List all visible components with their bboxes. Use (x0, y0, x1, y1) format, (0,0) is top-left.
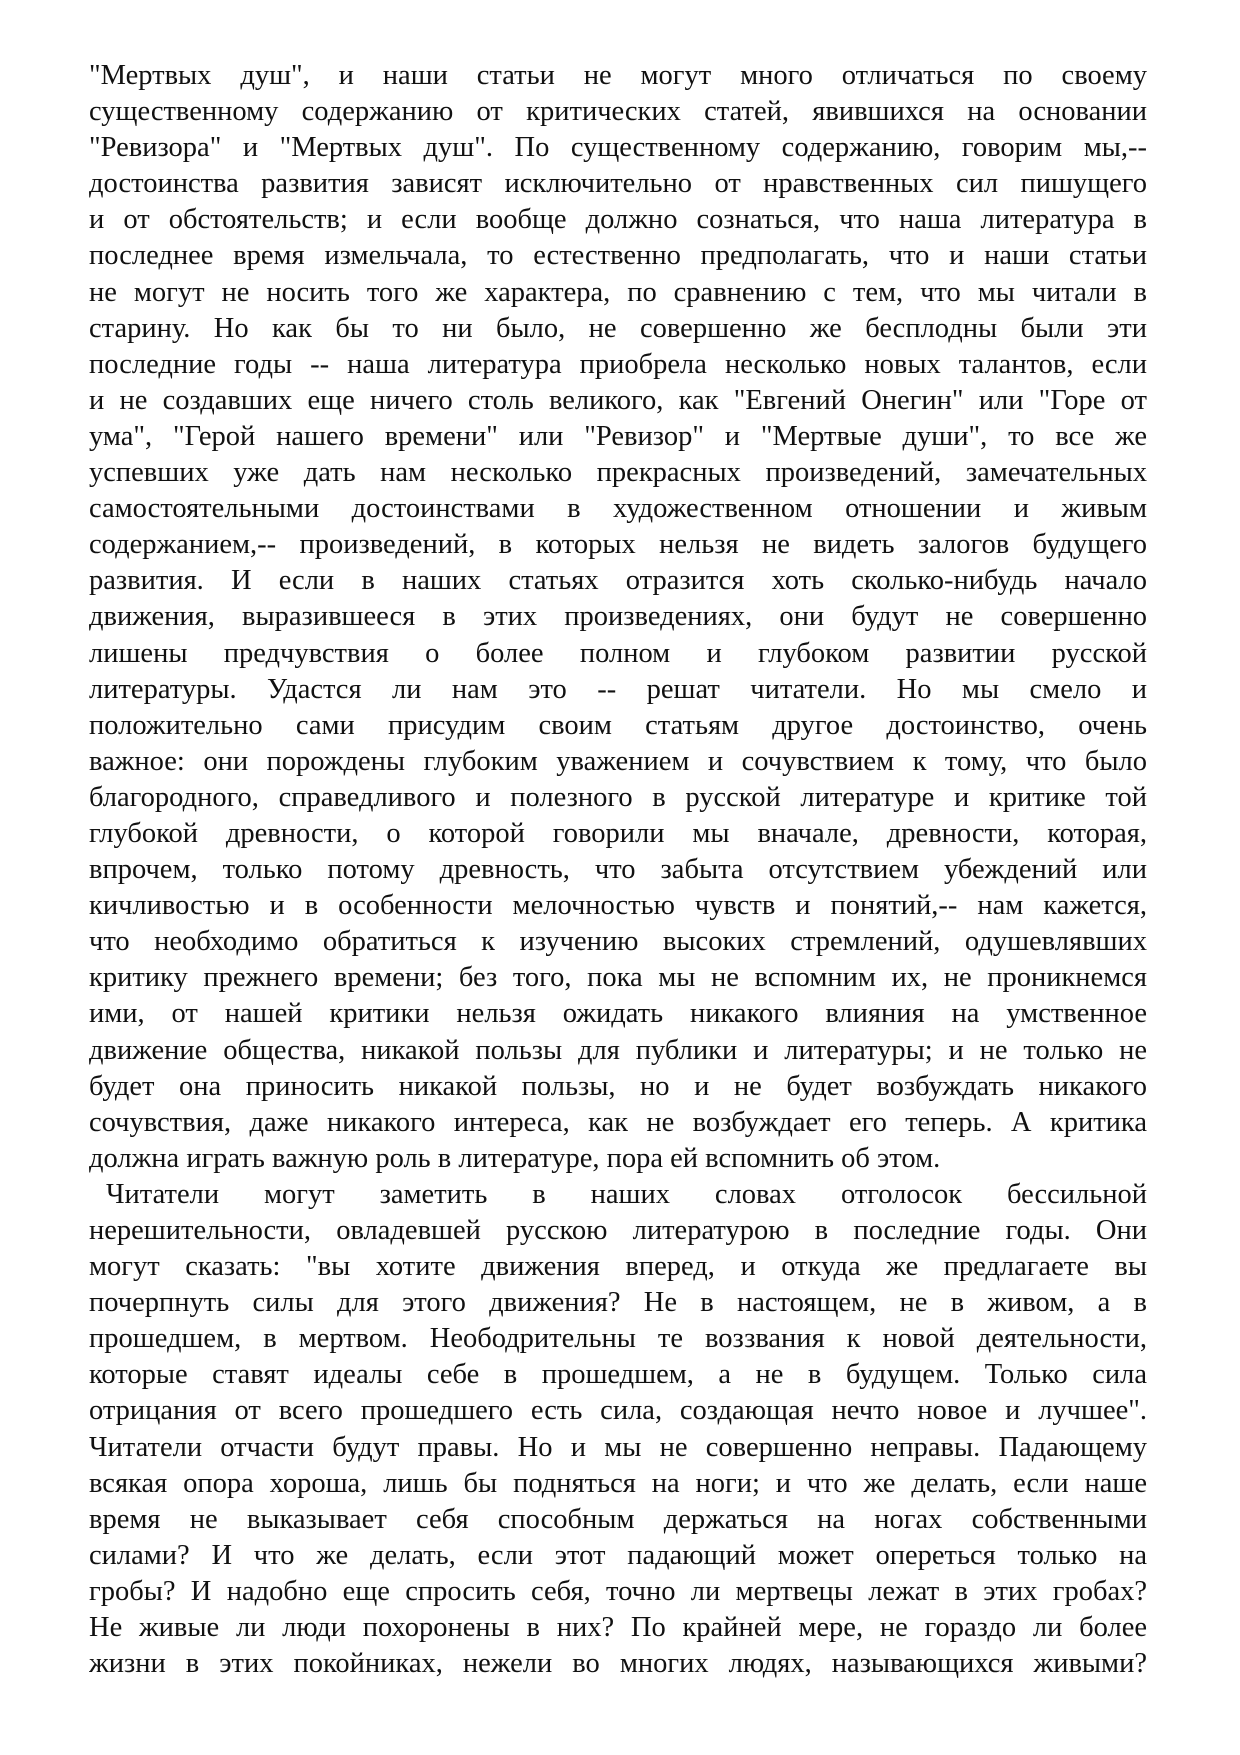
text-line: существенному содержанию от критических статей, явившихся на основании (89, 96, 1147, 128)
text-line: гробы? И надобно еще спросить себя, точно ли мертвецы лежат в этих гробах? (89, 1575, 1147, 1607)
text-line: самостоятельными достоинствами в художественном отношении и живым (89, 493, 1147, 525)
text-line: время не выказывает себя способным держаться на ногах собственными (89, 1503, 1147, 1535)
paragraph-2 (89, 1177, 1147, 1682)
text-line: содержанием,-- произведений, в которых нельзя не видеть залогов будущего (89, 529, 1147, 561)
text-line: жизни в этих покойниках, нежели во многих людях, называющихся живыми? (89, 1648, 1147, 1680)
text-line: впрочем, только потому древность, что забыта отсутствием убеждений или (89, 854, 1147, 886)
text-line: последнее время измельчала, то естественно предполагать, что и наши статьи (89, 240, 1147, 272)
text-line: которые ставят идеалы себе в прошедшем, а не в будущем. Только сила (89, 1359, 1147, 1391)
text-line: критику прежнего времени; без того, пока мы не вспомним их, не проникнемся (89, 962, 1147, 994)
text-line: нерешительности, овладевшей русскою литературою в последние годы. Они (89, 1215, 1147, 1246)
text-line: должна играть важную роль в литературе, пора ей вспомнить об этом. (89, 1142, 941, 1174)
text-line: "Ревизора" и "Мертвых душ". По существенному содержанию, говорим мы,-- (89, 132, 1147, 164)
text-line: не могут не носить того же характера, по сравнению с тем, что мы читали в (89, 276, 1147, 308)
text-line: "Мертвых душ", и наши статьи не могут много отличаться по своему (89, 60, 1147, 91)
text-line: всякая опора хороша, лишь бы подняться на ноги; и что же делать, если наше (89, 1467, 1147, 1499)
text-line: сочувствия, даже никакого интереса, как не возбуждает его теперь. А критика (89, 1106, 1147, 1138)
text-line: будет она приносить никакой пользы, но и не будет возбуждать никакого (89, 1070, 1147, 1102)
document-page (89, 58, 1147, 1682)
text-line: благородного, справедливого и полезного в русской литературе и критике той (89, 781, 1147, 813)
text-line: литературы. Удастся ли нам это -- решат читатели. Но мы смело и (89, 673, 1147, 705)
text-line: почерпнуть силы для этого движения? Не в настоящем, не в живом, а в (89, 1287, 1147, 1319)
text-line: могут сказать: "вы хотите движения вперед, и откуда же предлагаете вы (89, 1251, 1147, 1283)
text-line: силами? И что же делать, если этот падающий может опереться только на (89, 1539, 1147, 1571)
text-line: ума", "Герой нашего времени" или "Ревизор" и "Мертвые души", то все же (89, 420, 1147, 452)
text-line: движение общества, никакой пользы для публики и литературы; и не только не (89, 1034, 1147, 1066)
text-line: положительно сами присудим своим статьям другое достоинство, очень (89, 709, 1147, 741)
text-line: успевших уже дать нам несколько прекрасных произведений, замечательных (89, 457, 1147, 489)
text-line: и не создавших еще ничего столь великого, как "Евгений Онегин" или "Горе от (89, 384, 1147, 416)
text-line: лишены предчувствия о более полном и глубоком развитии русской (89, 637, 1147, 669)
text-line: отрицания от всего прошедшего есть сила, создающая нечто новое и лучшее". (89, 1395, 1147, 1427)
text-line: ими, от нашей критики нельзя ожидать никакого влияния на умственное (89, 998, 1147, 1030)
text-line: старину. Но как бы то ни было, не совершенно же бесплодны были эти (89, 312, 1147, 344)
text-line: Читатели могут заметить в наших словах отголосок бессильной (106, 1178, 1147, 1210)
text-line: и от обстоятельств; и если вообще должно сознаться, что наша литература в (89, 204, 1147, 236)
text-line: что необходимо обратиться к изучению высоких стремлений, одушевлявших (89, 926, 1147, 958)
text-line: кичливостью и в особенности мелочностью чувств и понятий,-- нам кажется, (89, 890, 1147, 922)
text-line: последние годы -- наша литература приобрела несколько новых талантов, если (89, 348, 1147, 380)
text-line: развития. И если в наших статьях отразится хоть сколько-нибудь начало (89, 565, 1147, 597)
text-line: Читатели отчасти будут правы. Но и мы не совершенно неправы. Падающему (89, 1431, 1147, 1463)
text-line: важное: они порождены глубоким уважением и сочувствием к тому, что было (89, 745, 1147, 777)
paragraph-1 (89, 58, 1147, 1177)
text-line: Не живые ли люди похоронены в них? По крайней мере, не гораздо ли более (89, 1612, 1147, 1644)
text-line: прошедшем, в мертвом. Неободрительны те воззвания к новой деятельности, (89, 1323, 1147, 1355)
text-line: достоинства развития зависят исключительно от нравственных сил пишущего (89, 168, 1147, 200)
text-line: движения, выразившееся в этих произведениях, они будут не совершенно (89, 601, 1147, 633)
text-line: глубокой древности, о которой говорили мы вначале, древности, которая, (89, 817, 1147, 849)
